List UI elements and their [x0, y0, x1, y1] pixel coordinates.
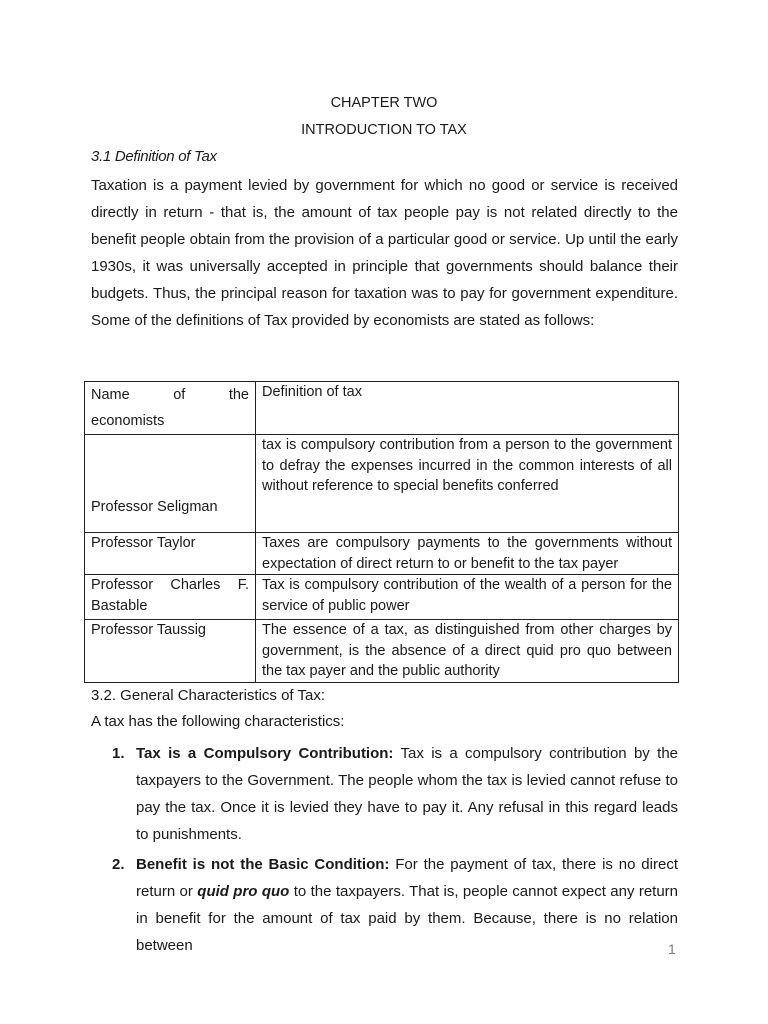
section-heading-characteristics: 3.2. General Characteristics of Tax: [91, 687, 325, 704]
table-row [85, 575, 679, 620]
characteristics-intro: A tax has the following characteristics: [91, 713, 345, 730]
tax-definition: Taxes are compulsory payments to the governments without expectation of direct return to or benefit to the tax payer [256, 533, 679, 575]
chapter-title: CHAPTER TWO [330, 95, 438, 111]
tax-definition: The essence of a tax, as distinguished from other charges by government, is the absence of a direct quid pro quo between the tax payer and the public authority [256, 620, 679, 683]
table-row [85, 533, 679, 575]
list-item-number: 2. [112, 856, 125, 873]
section-heading-definition: 3.1 Definition of Tax [91, 148, 217, 165]
list-item-text-before: For the payment of tax, there is no direct return or [136, 856, 678, 900]
list-item [112, 851, 678, 959]
header-cell-definition: Definition of tax [256, 382, 679, 435]
header-name-line2: economists [91, 413, 165, 429]
economist-name: Professor Taussig [85, 620, 256, 683]
table-row [85, 435, 679, 533]
economist-name: Professor Seligman [85, 435, 256, 533]
list-item-number: 1. [112, 745, 125, 762]
economist-name: Professor Taylor [85, 533, 256, 575]
header-cell-name [85, 382, 256, 435]
tax-definition: tax is compulsory contribution from a person to the government to defray the expenses incurred in the common interests of all without reference to special benefits conferred [256, 435, 679, 533]
header-name-line1: Name of the [91, 387, 249, 403]
page-number: 1 [668, 941, 676, 957]
table-header-row [85, 382, 679, 435]
list-item-body [136, 740, 678, 848]
list-item-text: Tax is a compulsory contribution by the taxpayers to the Government. The people whom the tax is levied cannot refuse to pay the tax. Once it is levied they have to pay it. Any refusal in this regard leads to punishments. [136, 745, 679, 843]
list-item-emphasis: quid pro quo [197, 883, 290, 900]
list-item-lead: Benefit is not the Basic Condition: [136, 856, 390, 873]
definitions-table [84, 381, 679, 683]
table-row [85, 620, 679, 683]
list-item-text-after: to the taxpayers. That is, people cannot expect any return in benefit for the amount of tax paid by them. Because, there is no relation between [136, 883, 679, 954]
intro-paragraph: Taxation is a payment levied by government for which no good or service is received directly in return - that is, the amount of tax people pay is not related directly to the benefit people obtain from the provision of a particular good or service. Up until the early 1930s, it was universally accepted in principle that governments should balance their budgets. Thus, the principal reason for taxation was to pay for government expenditure. Some of the definitions of Tax provided by economists are stated as follows: [91, 177, 678, 329]
chapter-subtitle: INTRODUCTION TO TAX [301, 122, 467, 138]
list-item [112, 740, 678, 848]
tax-definition: Tax is compulsory contribution of the wealth of a person for the service of public power [256, 575, 679, 620]
list-item-lead: Tax is a Compulsory Contribution: [136, 745, 394, 762]
list-item-body [136, 851, 678, 959]
economist-name: Professor Charles F. Bastable [85, 575, 256, 620]
